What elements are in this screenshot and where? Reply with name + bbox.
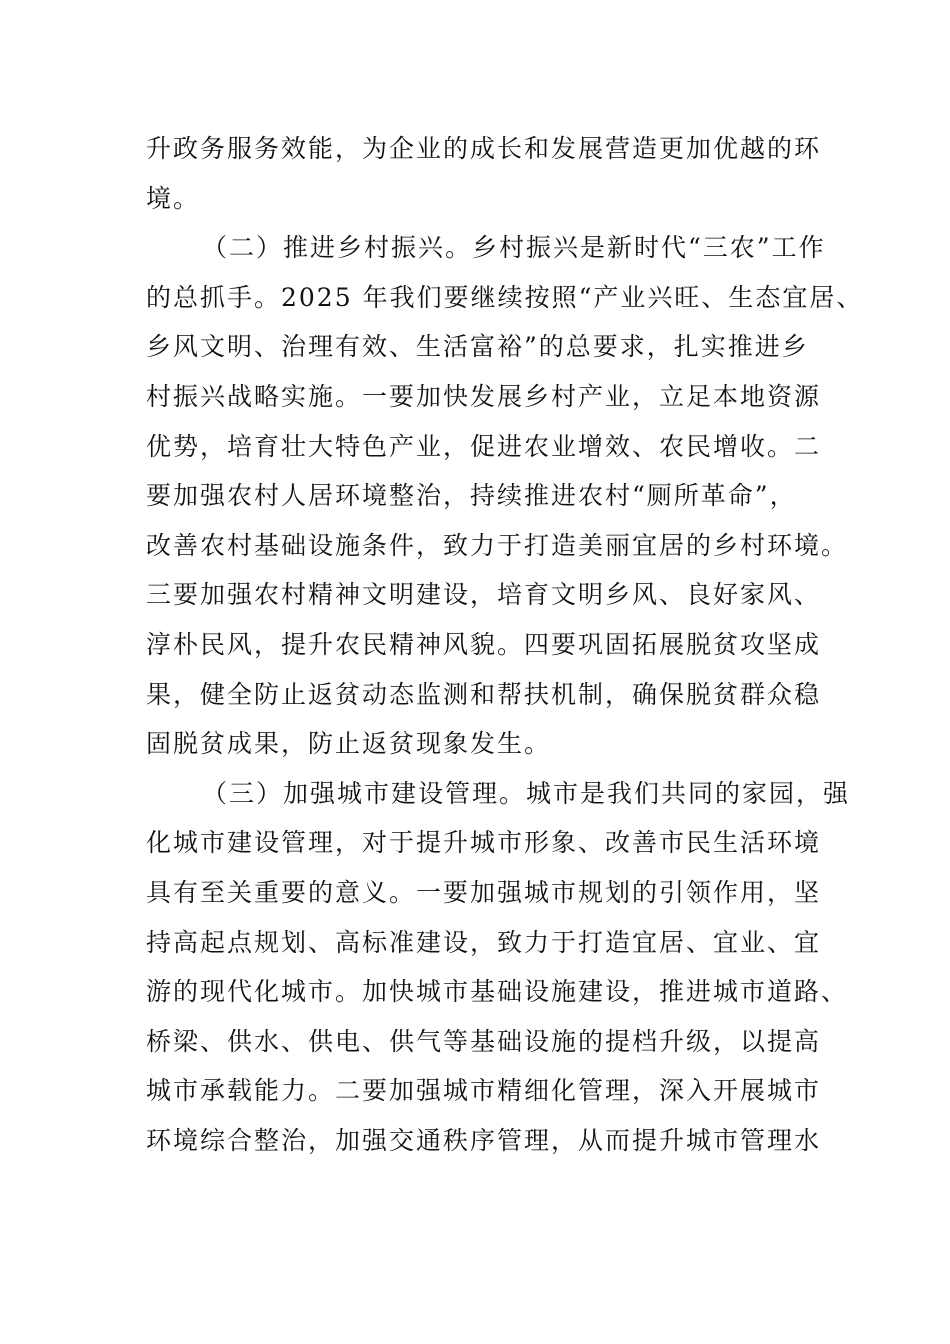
text-line: 环境综合整治，加强交通秩序管理，从而提升城市管理水	[146, 1125, 822, 1155]
text-line: 果，健全防止返贫动态监测和帮扶机制，确保脱贫群众稳	[146, 679, 822, 709]
text-line: 具有至关重要的意义。一要加强城市规划的引领作用，坚	[146, 877, 822, 907]
text-line: 三要加强农村精神文明建设，培育文明乡风、良好家风、	[146, 580, 822, 610]
text-line: 优势，培育壮大特色产业，促进农业增效、农民增收。二	[146, 431, 822, 461]
body-text	[146, 124, 864, 1165]
text-line: 游的现代化城市。加快城市基础设施建设，推进城市道路、	[146, 977, 849, 1007]
text-line: 桥梁、供水、供电、供气等基础设施的提档升级，以提高	[146, 1026, 822, 1056]
text-line: 持高起点规划、高标准建设，致力于打造宜居、宜业、宜	[146, 927, 822, 957]
section-heading-line: （三）加强城市建设管理。城市是我们共同的家园，强	[202, 778, 851, 808]
text-line: 固脱贫成果，防止返贫现象发生。	[146, 729, 552, 759]
text-line: 化城市建设管理，对于提升城市形象、改善市民生活环境	[146, 828, 822, 858]
text-line: 境。	[146, 183, 201, 213]
text-line: 要加强农村人居环境整治，持续推进农村“厕所革命”，	[146, 481, 797, 511]
text-line: 淳朴民风，提升农民精神风貌。四要巩固拓展脱贫攻坚成	[146, 629, 822, 659]
text-line: 村振兴战略实施。一要加快发展乡村产业，立足本地资源	[146, 381, 822, 411]
text-line: 改善农村基础设施条件，致力于打造美丽宜居的乡村环境。	[146, 530, 849, 560]
section-heading-line: （二）推进乡村振兴。乡村振兴是新时代“三农”工作	[202, 233, 826, 263]
text-line: 城市承载能力。二要加强城市精细化管理，深入开展城市	[146, 1076, 822, 1106]
text-line: 乡风文明、治理有效、生活富裕”的总要求，扎实推进乡	[146, 332, 809, 362]
text-line: 的总抓手。2025 年我们要继续按照“产业兴旺、生态宜居、	[146, 282, 864, 312]
text-line: 升政务服务效能，为企业的成长和发展营造更加优越的环	[146, 134, 822, 163]
